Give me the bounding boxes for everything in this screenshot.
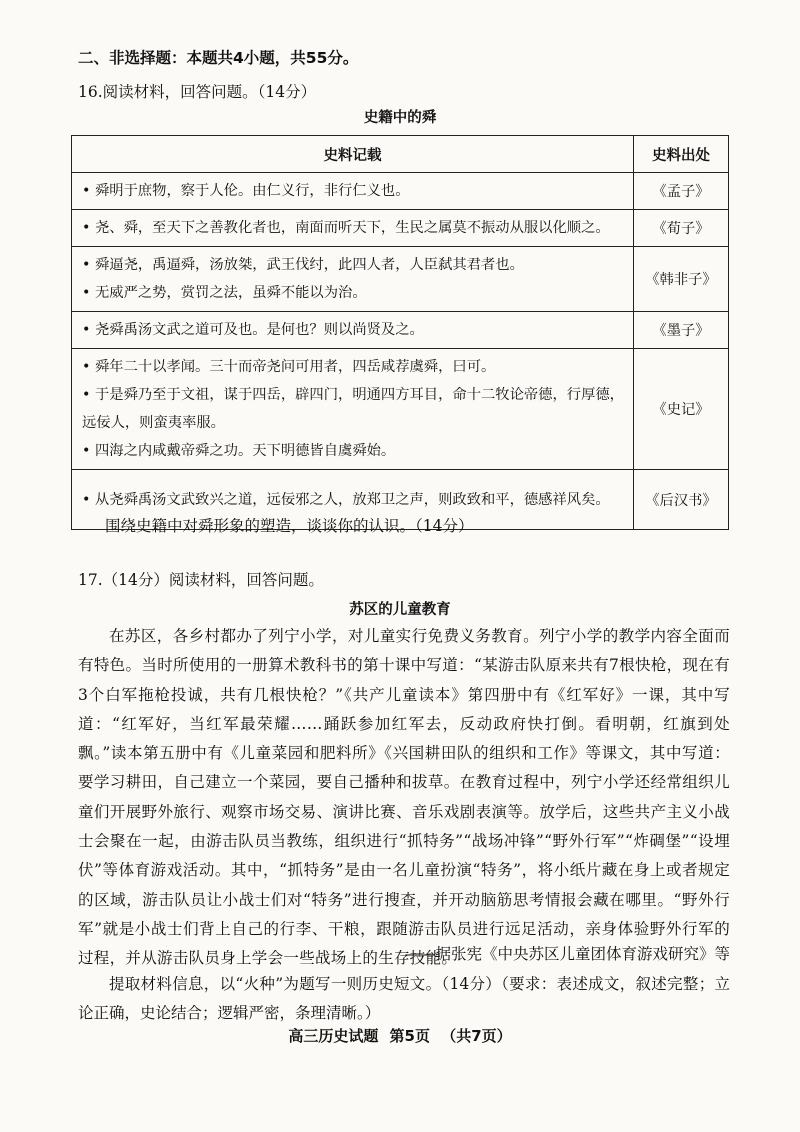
record-item: • 舜明于庶物，察于人伦。由仁义行，非行仁义也。 <box>82 177 625 205</box>
table-row <box>72 312 729 349</box>
source-cell: 《孟子》 <box>634 173 729 210</box>
source-cell: 《荀子》 <box>634 210 729 247</box>
record-item: • 无威严之势，赏罚之法，虽舜不能以为治。 <box>82 279 625 307</box>
column-header-record: 史料记载 <box>72 136 634 173</box>
record-item: • 尧、舜，至天下之善教化者也，南面而听天下，生民之属莫不振动从服以化顺之。 <box>82 214 625 242</box>
page-footer: 高三历史试题 第5页 （共7页） <box>288 1027 512 1045</box>
record-item: • 舜年二十以孝闻。三十而帝尧问可用者，四岳咸荐虞舜，曰可。 <box>82 353 625 381</box>
table-row <box>72 349 729 470</box>
source-cell: 《墨子》 <box>634 312 729 349</box>
record-item: • 四海之内咸戴帝舜之功。天下明德皆自虞舜始。 <box>82 437 625 465</box>
record-item: • 从尧舜禹汤文武致兴之道，远佞邪之人，放郑卫之声，则政致和平，德感祥风矣。 <box>82 486 625 514</box>
table-row <box>72 247 729 312</box>
source-cell: 《史记》 <box>634 349 729 470</box>
question-17-task: 提取材料信息，以“火种”为题写一则历史短文。（14分）（要求：表述成文，叙述完整；立论正确，史论结合；逻辑严密，条理清晰。） <box>78 975 730 1022</box>
record-cell <box>72 210 634 247</box>
material-paragraph: 在苏区，各乡村都办了列宁小学，对儿童实行免费义务教育。列宁小学的教学内容全面而有特色。当时所使用的一册算术教科书的第十课中写道：“某游击队原来共有7根快枪，现在有3个白军拖枪投诚，共有几根快枪？”《共产儿童读本》第四册中有《红军好》一课，其中写道：“红军好，当红军最荣耀……踊跃参加红军去，反动政府快打倒。看明朝，红旗到处飘。”读本第五册中有《儿童菜园和肥料所》《兴国耕田队的组织和工作》等课文，其中写道：要学习耕田，自己建立一个菜园，要自己播种和拔草。在教育过程中，列宁小学还经常组织儿童们开展野外旅行、观察市场交易、演讲比赛、音乐戏剧表演等。放学后，这些共产主义小战士会聚在一起，由游击队员当教练，组织进行“抓特务”“战场冲锋”“野外行军”“炸碉堡”“设埋伏”等体育游戏活动。其中，“抓特务”是由一名儿童扮演“特务”，将小纸片藏在身上或者规定的区域，游击队员让小战士们对“特务”进行搜查，并开动脑筋思考情报会藏在哪里。“野外行军”就是小战士们背上自己的行李、干粮，跟随游击队员进行远足活动，亲身体验野外行军的过程，并从游击队员身上学会一些战场上的生存技能。 <box>78 627 730 968</box>
article-title: 苏区的儿童教育 <box>349 602 451 618</box>
record-cell <box>72 247 634 312</box>
question-16-heading: 16.阅读材料，回答问题。（14分） <box>78 83 317 101</box>
source-table <box>71 135 729 530</box>
record-item: • 舜逼尧，禹逼舜，汤放桀，武王伐纣，此四人者，人臣弑其君者也。 <box>82 251 625 279</box>
record-item: • 于是舜乃至于文祖，谋于四岳，辟四门，明通四方耳目，命十二牧论帝德，行厚德，远佞人，则蛮夷率服。 <box>82 381 625 437</box>
source-cell: 《后汉书》 <box>634 470 729 530</box>
record-item: • 尧舜禹汤文武之道可及也。是何也？则以尚贤及之。 <box>82 316 625 344</box>
question-17-heading: 17.（14分）阅读材料，回答问题。 <box>78 571 324 589</box>
record-cell <box>72 349 634 470</box>
table-row <box>72 173 729 210</box>
section-title: 二、非选择题：本题共4小题，共55分。 <box>78 49 359 67</box>
record-cell <box>72 173 634 210</box>
material-citation: ——据张宪《中央苏区儿童团体育游戏研究》等 <box>404 945 730 963</box>
record-cell <box>72 312 634 349</box>
question-16-prompt: 围绕史籍中对舜形象的塑造，谈谈你的认识。（14分） <box>105 517 474 535</box>
table-header-row <box>72 136 729 173</box>
table-row <box>72 210 729 247</box>
source-cell: 《韩非子》 <box>634 247 729 312</box>
column-header-source: 史料出处 <box>634 136 729 173</box>
table-title: 史籍中的舜 <box>363 110 437 126</box>
